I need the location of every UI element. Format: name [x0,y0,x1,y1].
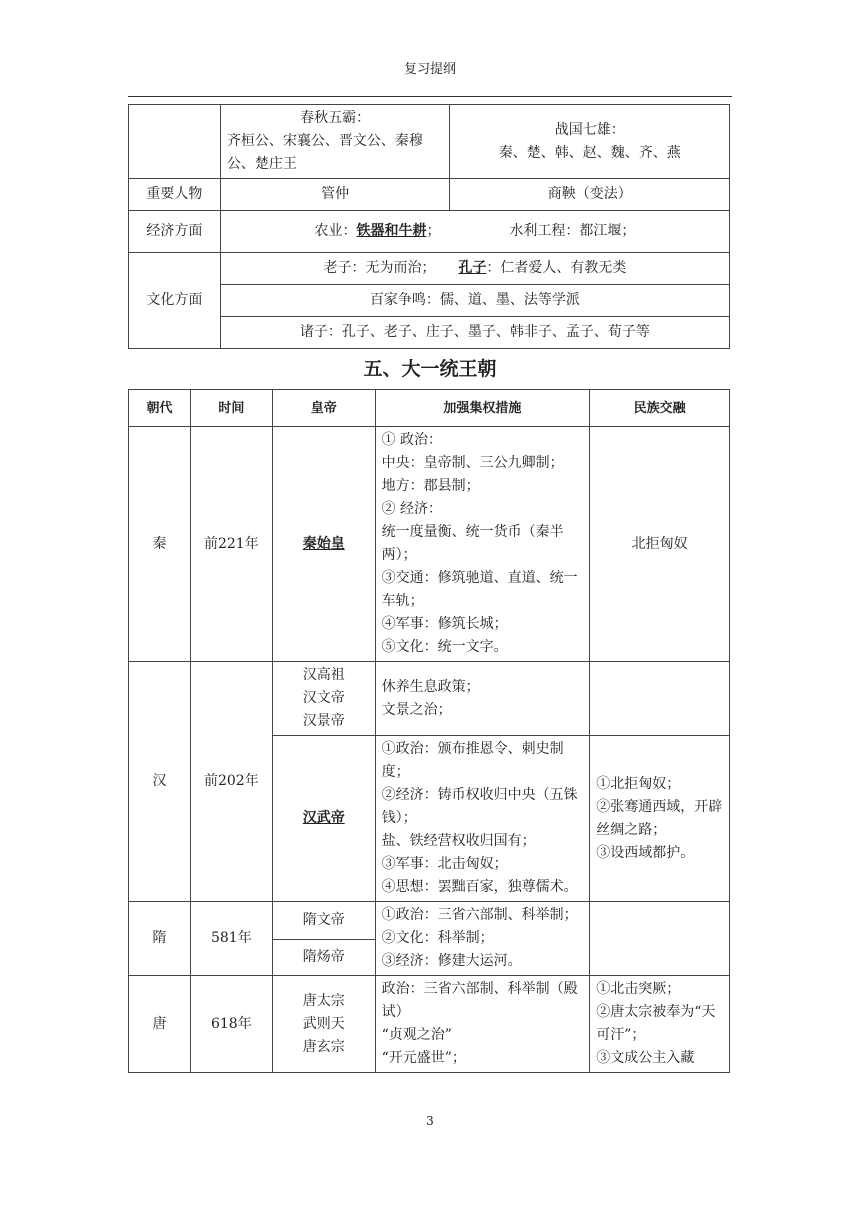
header-ethnic: 民族交融 [590,390,730,427]
wudi-measure: ④思想：罢黜百家，独尊儒术。 [381,879,578,895]
emperor-name: 唐太宗 [302,992,345,1009]
emperor-name: 武则天 [302,1015,345,1032]
tang-emperors [272,976,375,1073]
zhanguo-list: 秦、楚、韩、赵、魏、齐、燕 [498,144,681,161]
sui-emperor-2: 隋炀帝 [272,940,375,976]
qin-measure: ② 经济： [381,501,443,517]
wudi-measure: 盐、铁经营权收归国有； [381,833,536,849]
water-project: 水利工程：都江堰； [509,223,636,239]
qin-measure: ① 政治： [381,432,443,448]
sui-measures [375,902,590,976]
tang-ethnic [590,976,730,1073]
han-ethnic [590,736,730,902]
chunqiu-list: 齐桓公、宋襄公、晋文公、秦穆公、楚庄王 [226,133,423,172]
han-early-ethnic [590,662,730,736]
emperor-name: 汉高祖 [302,667,345,683]
han-ethnic-item: ③设西域都护。 [596,844,695,861]
sui-dynasty: 隋 [129,902,191,976]
han-ethnic-item: ①北拒匈奴； [596,775,681,792]
qin-ethnic: 北拒匈奴 [590,427,730,662]
kongzi-text: ：仁者爱人、有教无类 [486,260,627,276]
header-rule [128,96,732,97]
laozi-text: 老子：无为而治； [323,260,436,276]
zhanguo-cell [450,105,730,179]
qin-measure: 地方：郡县制； [381,478,480,494]
qin-measure: ③交通：修筑驰道、直道、统一车轨； [381,570,578,609]
header-emperor: 皇帝 [272,390,375,427]
han-wudi-measures [375,736,590,902]
qin-emperor: 秦始皇 [272,427,375,662]
agri-bold: 铁器和牛耕 [356,223,427,239]
qin-measures [375,427,590,662]
qin-measure: 统一度量衡、统一货币（秦半两）； [381,524,564,563]
qin-time: 前221年 [190,427,272,662]
page-number: 3 [426,1114,434,1128]
people-left: 管仲 [220,179,450,211]
agri-suffix: ； [426,223,441,239]
header-dynasty: 朝代 [129,390,191,427]
sui-time: 581年 [190,902,272,976]
sui-measure: ①政治：三省六部制、科举制； [381,907,578,923]
han-measure: 休养生息政策； [381,678,480,695]
spring-autumn-table [128,104,730,349]
emperor-name: 汉景帝 [302,713,345,729]
sui-ethnic [590,902,730,976]
han-dynasty: 汉 [129,662,191,902]
tang-ethnic-item: ①北击突厥； [596,981,681,997]
wudi-measure: ③军事：北击匈奴； [381,856,508,872]
emperor-name: 汉文帝 [302,690,345,706]
qin-measure: ④军事：修筑长城； [381,616,508,632]
tang-measure: “贞观之治” [381,1027,452,1043]
tang-ethnic-item: ③文成公主入藏 [596,1050,695,1066]
dynasty-table [128,389,730,1073]
han-early-emperors [272,662,375,736]
kongzi-name: 孔子 [458,260,487,276]
qin-measure: 中央：皇帝制、三公九卿制； [381,455,564,471]
sui-measure: ③经济：修建大运河。 [381,953,522,969]
sui-measure: ②文化：科举制； [381,930,494,946]
wudi-measure: ②经济：铸币权收归中央（五铢钱）； [381,787,578,826]
people-right: 商鞅（变法） [450,179,730,211]
economy-cell [220,211,729,253]
sui-emperor-1: 隋文帝 [272,902,375,940]
tang-dynasty: 唐 [129,976,191,1073]
wudi-measure: ①政治：颁布推恩令、刺史制度； [381,741,564,780]
empty-cell [129,105,221,179]
culture-row1 [220,253,729,285]
tang-measure: “开元盛世”； [381,1050,466,1066]
tang-time: 618年 [190,976,272,1073]
han-time: 前202年 [190,662,272,902]
han-wudi: 汉武帝 [272,736,375,902]
han-measure: 文景之治； [381,701,452,718]
header-time: 时间 [190,390,272,427]
qin-measure: ⑤文化：统一文字。 [381,639,508,655]
tang-ethnic-item: ②唐太宗被奉为“天可汗”； [596,1004,716,1043]
tang-measures [375,976,590,1073]
agri-prefix: 农业： [314,223,357,239]
section-title: 五、大一统王朝 [363,358,497,380]
qin-dynasty: 秦 [129,427,191,662]
page-header: 复习提纲 [403,62,456,77]
zhuzi-text: 诸子：孔子、老子、庄子、墨子、韩非子、孟子、荀子等 [220,317,729,349]
han-ethnic-item: ②张骞通西域，开辟丝绸之路； [596,798,723,838]
chunqiu-title: 春秋五霸： [300,110,371,126]
economy-label: 经济方面 [129,211,221,253]
tang-measure: 政治：三省六部制、科举制（殿试） [381,981,578,1020]
header-measures: 加强集权措施 [375,390,590,427]
chunqiu-cell [220,105,450,179]
people-label: 重要人物 [129,179,221,211]
emperor-name: 唐玄宗 [302,1038,345,1055]
baijia-text: 百家争鸣：儒、道、墨、法等学派 [220,285,729,317]
zhanguo-title: 战国七雄： [554,121,625,138]
han-early-measures [375,662,590,736]
culture-label: 文化方面 [129,253,221,349]
